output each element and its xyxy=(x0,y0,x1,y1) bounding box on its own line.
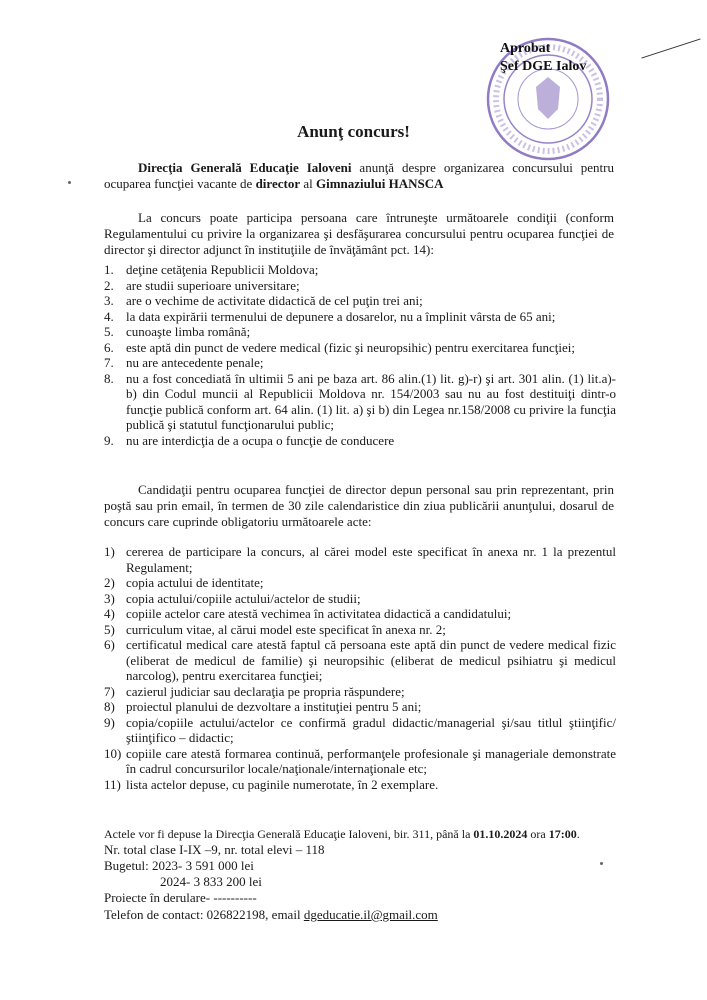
condition-item-number: 3. xyxy=(104,293,114,308)
scan-speck xyxy=(600,862,603,865)
condition-item-text: nu are interdicţia de a ocupa o funcţie de conducere xyxy=(126,432,395,448)
intro-text-2: al xyxy=(300,176,316,191)
contact-text: Telefon de contact: 026822198, email xyxy=(104,907,304,922)
condition-item-text: are studii superioare universitare; xyxy=(126,277,300,293)
condition-item-text: cunoaşte limba română; xyxy=(126,324,251,339)
document-item xyxy=(104,684,616,700)
condition-item-number: 9. xyxy=(104,432,114,448)
document-item xyxy=(104,591,616,607)
condition-item-number: 5. xyxy=(104,324,114,339)
document-item xyxy=(104,575,616,591)
document-item-text: lista actelor depuse, cu paginile numerotate, în 2 exemplare. xyxy=(126,776,439,792)
deadline-mid: ora xyxy=(527,827,549,841)
conditions-list xyxy=(104,262,616,448)
document-item-number: 5) xyxy=(104,621,115,637)
position-name: director xyxy=(255,176,301,191)
document-item-number: 4) xyxy=(104,606,115,621)
budget-2024: 2024- 3 833 200 lei xyxy=(160,874,262,889)
condition-item xyxy=(104,355,616,371)
condition-item-number: 8. xyxy=(104,370,114,386)
document-item-text: cererea de participare la concurs, al cărei model este specificat în anexa nr. 1 la prezentul Regulament; xyxy=(126,544,616,575)
condition-item-text: are o vechime de activitate didactică de cel puţin trei ani; xyxy=(126,293,423,308)
document-item-number: 6) xyxy=(104,637,115,652)
approval-line-2: Şef DGE Ialov xyxy=(500,59,587,74)
deadline-time: 17:00 xyxy=(548,827,577,841)
document-item-number: 9) xyxy=(104,714,115,730)
condition-item-text: nu are antecedente penale; xyxy=(126,355,264,370)
document-item-text: certificatul medical care atestă faptul că persoana este aptă din punct de vedere medical fizic (eliberat de medicul de familie) şi neuropsihic (eliberat de medicul psihiatru şi medicul narcolog), pentru exercitarea funcţiei; xyxy=(126,637,616,683)
candidates-paragraph: Candidaţii pentru ocuparea funcţiei de director depun personal sau prin reprezentant, prin poştă sau prin email, în termen de 30 zile calendaristice din ziua publicării anunţului, dosarul de concurs care cuprinde obligatoriu următoarele acte: xyxy=(104,482,614,529)
intro-text-1: anunţă despre organizarea concursului pentru ocuparea funcţiei vacante de xyxy=(104,160,614,191)
deadline-date: 01.10.2024 xyxy=(473,827,528,841)
document-item-text: proiectul planului de dezvoltare a instituţiei pentru 5 ani; xyxy=(126,699,422,714)
condition-item xyxy=(104,371,616,433)
document-item-number: 1) xyxy=(104,544,115,559)
projects-line: Proiecte în derulare- ---------- xyxy=(104,890,257,905)
approval-note xyxy=(500,40,586,76)
scan-speck xyxy=(68,181,71,184)
document-item xyxy=(104,777,616,793)
document-item xyxy=(104,715,616,746)
document-item-text: copiile actelor care atestă vechimea în activitatea didactică a candidatului; xyxy=(126,606,512,621)
condition-item xyxy=(104,340,616,356)
condition-item-number: 7. xyxy=(104,355,114,370)
document-item-text: copia actului/copiile actului/actelor de studii; xyxy=(126,590,361,606)
document-item-number: 3) xyxy=(104,590,115,606)
school-stats: Nr. total clase I-IX –9, nr. total elevi – 118 xyxy=(104,842,325,857)
document-item-text: copia/copiile actului/actelor ce confirmă gradul didactic/managerial şi/sau titlul ştiinţific/ştiinţifico – didactic; xyxy=(126,714,616,745)
document-item-text: cazierul judiciar sau declaraţia pe propria răspundere; xyxy=(126,683,405,699)
contact-line xyxy=(104,907,438,923)
school-name: Gimnaziului HANSCA xyxy=(316,176,444,191)
document-item xyxy=(104,622,616,638)
document-item-number: 11) xyxy=(104,776,121,792)
document-item-number: 2) xyxy=(104,575,115,590)
condition-item-text: la data expirării termenului de depunere a dosarelor, nu a împlinit vârsta de 65 ani; xyxy=(126,308,556,324)
condition-item xyxy=(104,309,616,325)
document-item-text: curriculum vitae, al cărui model este specificat în anexa nr. 2; xyxy=(126,621,446,637)
approval-line-1: Aprobat xyxy=(500,41,551,56)
submission-text: Actele vor fi depuse la Direcţia Generală Educaţie Ialoveni, bir. 311, până la xyxy=(104,827,474,841)
condition-item-text: este aptă din punct de vedere medical (fizic şi neuropsihic) pentru exercitarea funcţiei; xyxy=(126,339,576,355)
document-item-number: 7) xyxy=(104,683,115,699)
intro-paragraph xyxy=(104,160,614,192)
condition-item-text: deţine cetăţenia Republicii Moldova; xyxy=(126,262,319,277)
condition-item xyxy=(104,433,616,449)
condition-item xyxy=(104,324,616,340)
document-item xyxy=(104,746,616,777)
condition-item xyxy=(104,293,616,309)
organization-name: Direcţia Generală Educaţie Ialoveni xyxy=(138,160,352,175)
email-link[interactable]: dgeducatie.il@gmail.com xyxy=(303,907,438,922)
page-title: Anunţ concurs! xyxy=(297,122,410,141)
condition-item-number: 6. xyxy=(104,339,114,355)
document-item-text: copia actului de identitate; xyxy=(126,575,264,590)
submission-info xyxy=(104,826,580,842)
condition-item-text: nu a fost concediată în ultimii 5 ani pe baza art. 86 alin.(1) lit. g)-r) şi art. 301 alin. (1) lit.a)-b) din Codul muncii al Republicii Moldova nr. 154/2003 sau nu au fost destituiţi dintr-o funcţie publică conform art. 64 alin. (1) lit. a) şi b) din Legea nr.158/2008 cu privire la funcţia publică şi statutul funcţionarului public; xyxy=(126,370,616,432)
conditions-intro: La concurs poate participa persoana care întruneşte următoarele condiţii (conform Regulamentului cu privire la organizarea şi desfăşurarea concursului pentru ocuparea funcţiei de director şi director adjunct în instituţiile de învăţământ pct. 14): xyxy=(104,210,614,257)
documents-list xyxy=(104,544,616,792)
document-item-number: 8) xyxy=(104,699,115,714)
document-item-number: 10) xyxy=(104,745,122,761)
condition-item-number: 4. xyxy=(104,308,114,324)
deadline-end: . xyxy=(576,827,580,841)
document-item xyxy=(104,699,616,715)
document-item xyxy=(104,606,616,622)
condition-item xyxy=(104,262,616,278)
condition-item-number: 1. xyxy=(104,262,114,277)
condition-item-number: 2. xyxy=(104,277,114,293)
document-item xyxy=(104,637,616,684)
signature-stroke xyxy=(641,38,700,58)
document-item xyxy=(104,544,616,575)
document-item-text: copiile care atestă formarea continuă, performanţele profesionale şi manageriale demonstrate în cadrul concursurilor locale/naţionale/internaţionale etc; xyxy=(126,745,616,776)
condition-item xyxy=(104,278,616,294)
budget-line: Bugetul: 2023- 3 591 000 lei xyxy=(104,858,254,873)
